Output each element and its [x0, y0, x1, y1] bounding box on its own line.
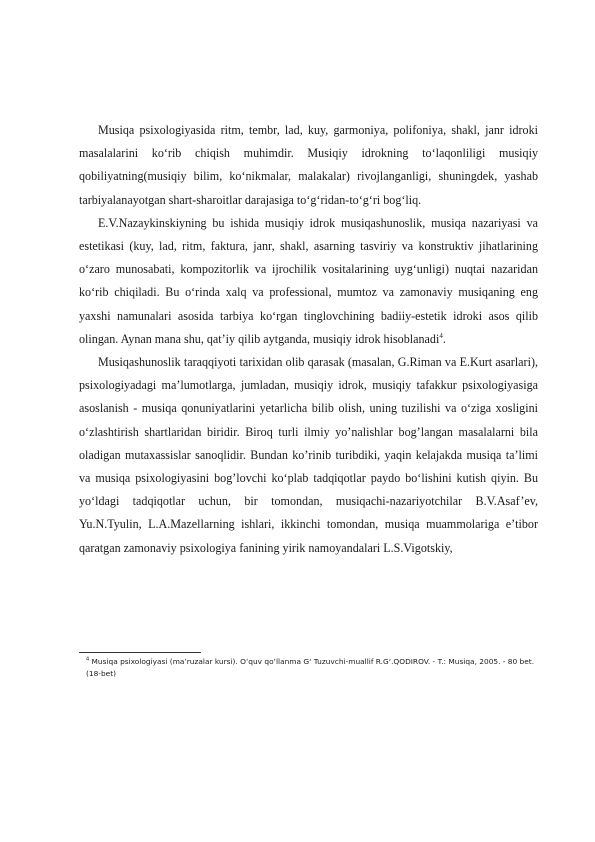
paragraph-3 [79, 351, 538, 560]
footnote-separator [79, 652, 201, 653]
footnote-reference[interactable]: 4 [439, 331, 443, 340]
footnote-number: 4 [86, 656, 90, 663]
footnote [86, 656, 542, 679]
paragraph-3-text: Musiqashunoslik taraqqiyoti tarixidan olib qarasak (masalan, G.Riman va E.Kurt asarlari), psixologiyadagi ma’lumotlarga, jumladan, musiqiy idrok, musiqiy tafakkur psixologiyasiga asoslanish - musiqa qonuniyatlarini yetarlicha bilib olish, uning tuzilishi va oʻziga xosligini oʻzlashtirish shartlaridan biridir. Biroq turli ilmiy yoʼnalishlar bogʼlangan masalalarni bila oladigan mutaxassislar sanoqlidir. Bundan koʼrinib turibdiki, yaqin kelajakda musiqa taʼlimi va musiqa psixologiyasini bogʼlovchi koʻplab tadqiqotlar paydo boʻlishini kutish qiyin. Bu yoʻldagi tadqiqotlar uchun, bir tomondan, musiqachi-nazariyotchilar B.V.Asaf’ev, Yu.N.Tyulin, L.A.Mazellarning ishlari, ikkinchi tomondan, musiqa muammolariga eʼtibor qaratgan zamonaviy psixologiya fanining yirik namoyandalari L.S.Vigotskiy, [79, 355, 538, 555]
document-body [79, 119, 538, 560]
paragraph-1 [79, 119, 538, 212]
paragraph-1-text: Musiqa psixologiyasida ritm, tembr, lad, kuy, garmoniya, polifoniya, shakl, janr idroki masalalarini koʻrib chiqish muhimdir. Musiqiy idrokning toʻlaqonliligi musiqiy qobiliyatning(musiqiy bilim, koʻnikmalar, malakalar) rivojlanganligi, shuningdek, yashab tarbiyalanayotgan shart-sharoitlar darajasiga toʻgʻridan-toʻgʻri bogʻliq. [79, 123, 538, 207]
paragraph-2 [79, 212, 538, 351]
footnote-text: Musiqa psixologiyasi (maʼruzalar kursi). Oʻquv qoʻllanma G‘ Tuzuvchi-muallif R.G‘.QODIROV. - T.: Musiqa, 2005. - 80 bet. (18-bet) [86, 657, 535, 678]
paragraph-2-text: E.V.Nazaykinskiyning bu ishida musiqiy idrok musiqashunoslik, musiqa nazariyasi va estetikasi (kuy, lad, ritm, faktura, janr, shakl, asarning tasviriy va konstruktiv jihatlarining oʻzaro munosabati, kompozitorlik va ijrochilik vositalarining uygʻunligi) nuqtai nazaridan koʻrib chiqiladi. Bu oʻrinda xalq va professional, mumtoz va zamonaviy musiqaning eng yaxshi namunalari asosida tarbiya koʻrgan tinglovchining badiiy-estetik idroki asos qilib olingan. Aynan mana shu, qat’iy qilib aytganda, musiqiy idrok hisoblanadi [79, 215, 538, 346]
paragraph-2-tail: . [442, 331, 446, 346]
